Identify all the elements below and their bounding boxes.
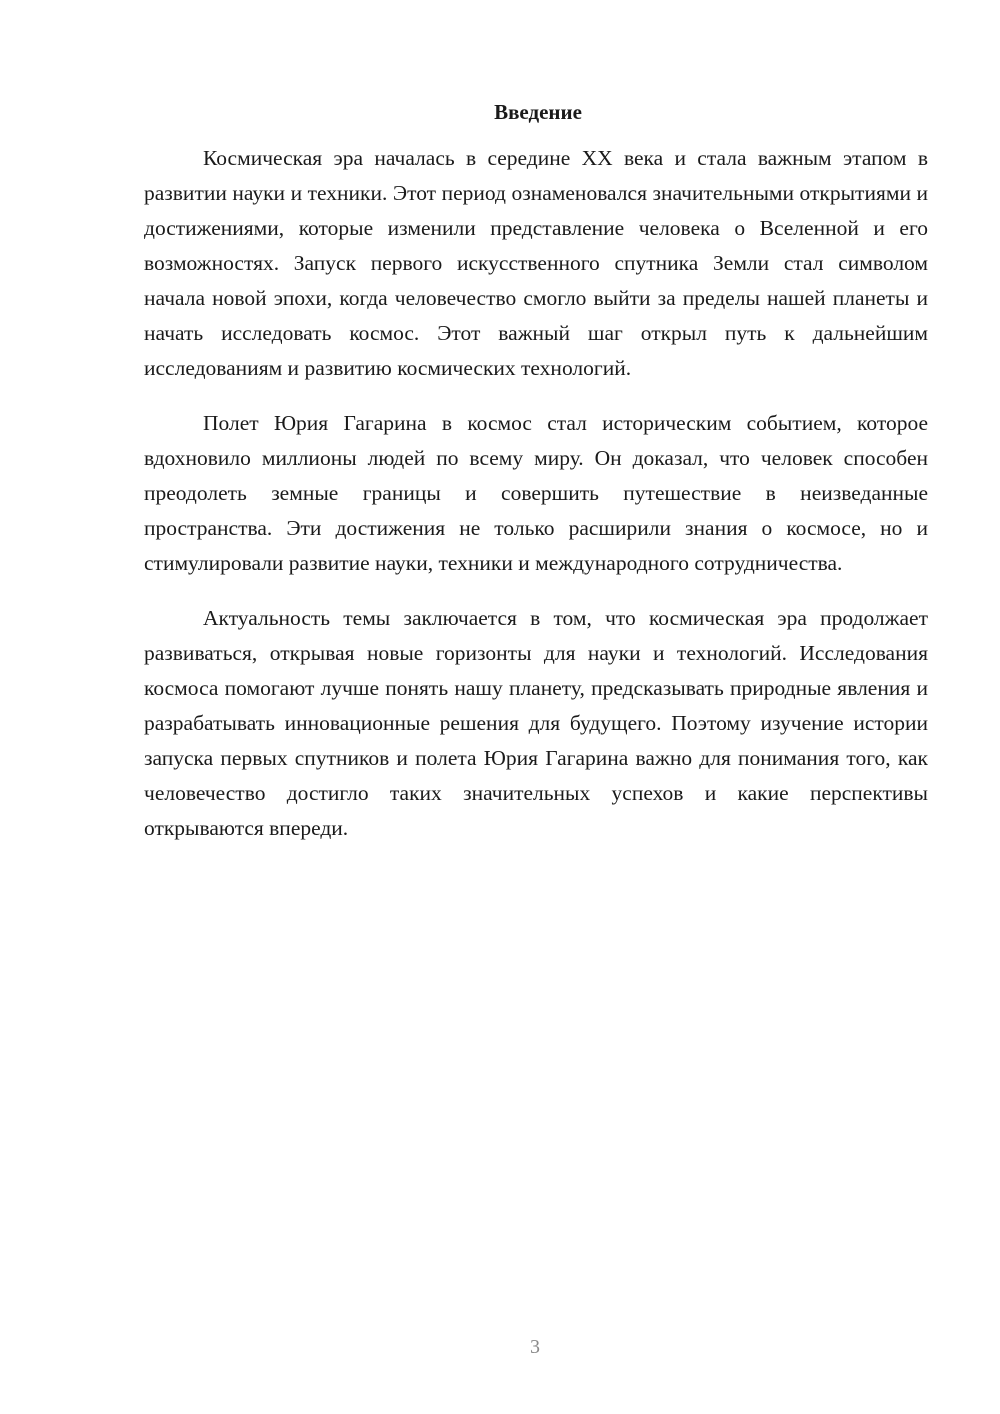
paragraph-1: Космическая эра началась в середине XX века и стала важным этапом в развитии науки и техники. Этот период ознаменовался значительными открытиями и достижениями, которые изменили представление человека о Вселенной и его возможностях. Запуск первого искусственного спутника Земли стал символом начала новой эпохи, когда человечество смогло выйти за пределы нашей планеты и начать исследовать космос. Этот важный шаг открыл путь к дальнейшим исследованиям и развитию космических технологий. xyxy=(144,146,928,380)
page-content xyxy=(144,95,928,866)
paragraph-3: Актуальность темы заключается в том, что космическая эра продолжает развиваться, открывая новые горизонты для науки и технологий. Исследования космоса помогают лучше понять нашу планету, предсказывать природные явления и разрабатывать инновационные решения для будущего. Поэтому изучение истории запуска первых спутников и полета Юрия Гагарина важно для понимания того, как человечество достигло таких значительных успехов и какие перспективы открываются впереди. xyxy=(144,606,928,840)
section-title: Введение xyxy=(494,100,582,124)
page-number: 3 xyxy=(530,1336,540,1358)
paragraph-2: Полет Юрия Гагарина в космос стал историческим событием, которое вдохновило миллионы людей по всему миру. Он доказал, что человек способен преодолеть земные границы и совершить путешествие в неизведанные пространства. Эти достижения не только расширили знания о космосе, но и стимулировали развитие науки, техники и международного сотрудничества. xyxy=(144,411,928,575)
